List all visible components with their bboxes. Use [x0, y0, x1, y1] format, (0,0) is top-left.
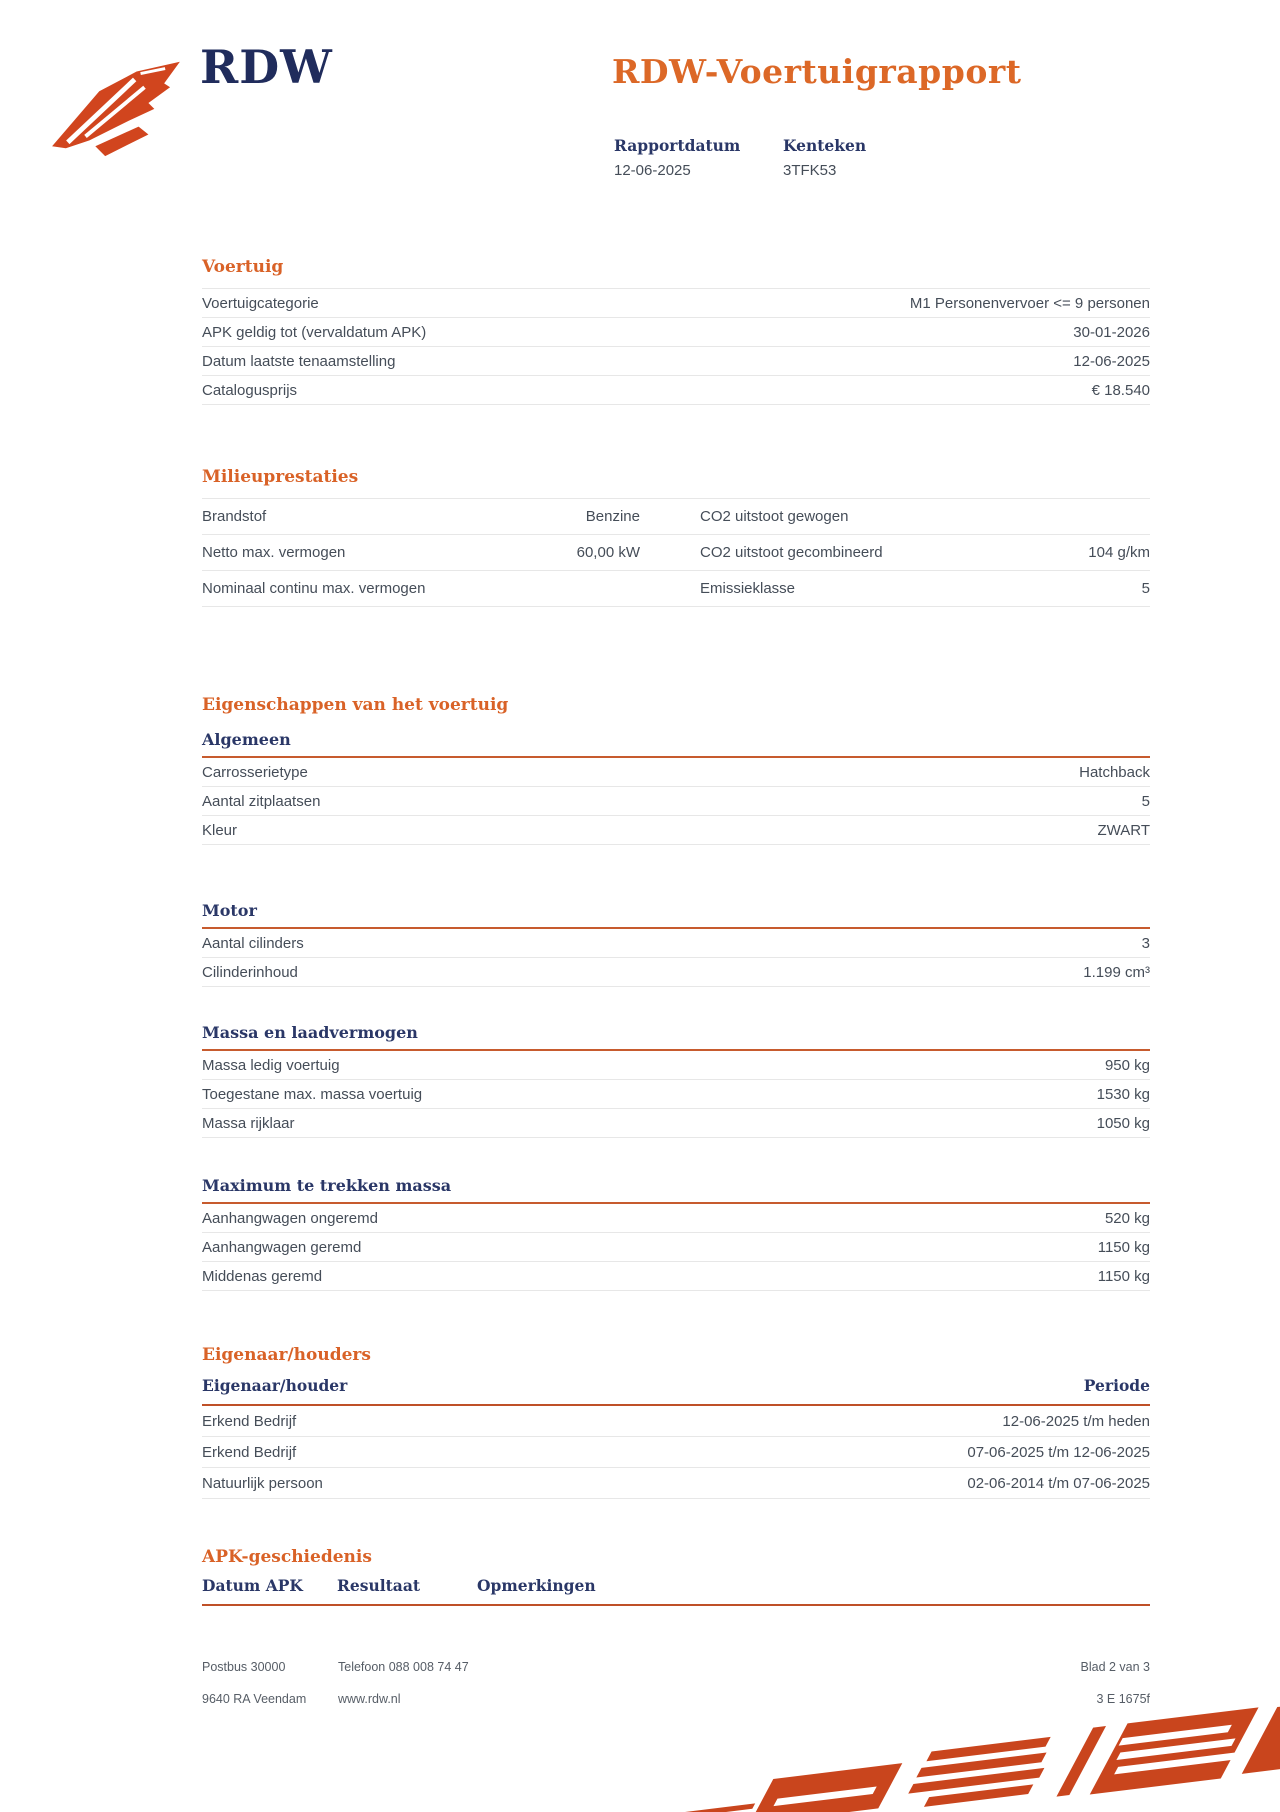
- owner-period: 12-06-2025 t/m heden: [1002, 1412, 1150, 1430]
- footer-doc-code: 3 E 1675f: [1096, 1692, 1150, 1706]
- row-label: Voertuigcategorie: [202, 294, 319, 312]
- table-row: [202, 375, 1150, 405]
- license-plate-block: [783, 136, 866, 179]
- column-header-period: Periode: [1083, 1376, 1150, 1395]
- row-label: Aantal cilinders: [202, 934, 304, 952]
- row-label: APK geldig tot (vervaldatum APK): [202, 323, 427, 341]
- row-label: Datum laatste tenaamstelling: [202, 352, 396, 370]
- row-label: Cilinderinhoud: [202, 963, 298, 981]
- row-label: Massa rijklaar: [202, 1114, 295, 1132]
- table-row: [202, 1079, 1150, 1108]
- milieu-table: [202, 498, 1150, 607]
- subsection-massa: [202, 1023, 1150, 1138]
- report-date-value: 12-06-2025: [614, 162, 691, 179]
- row-value: 5: [1141, 792, 1150, 810]
- table-row: [202, 929, 1150, 957]
- table-row: [202, 786, 1150, 815]
- table-row: [202, 498, 1150, 534]
- row-value: 5: [1141, 580, 1150, 597]
- rdw-logo-text: RDW: [200, 40, 333, 94]
- table-row: [202, 1232, 1150, 1261]
- row-label: Catalogusprijs: [202, 381, 298, 399]
- massa-table: [202, 1051, 1150, 1138]
- section-apk-geschiedenis: [202, 1546, 1150, 1606]
- row-value: 3: [1141, 934, 1150, 952]
- footer-line-2: [202, 1692, 1150, 1706]
- table-row: [202, 570, 1150, 607]
- section-title-voertuig: Voertuig: [202, 257, 284, 277]
- subsection-title: Motor: [202, 901, 1150, 929]
- subsection-title: Massa en laadvermogen: [202, 1023, 1150, 1051]
- row-value: Benzine: [585, 508, 640, 525]
- row-label: Aanhangwagen ongeremd: [202, 1209, 378, 1227]
- eigenaar-table: [202, 1406, 1150, 1499]
- row-label: Toegestane max. massa voertuig: [202, 1085, 423, 1103]
- section-title-eigenschappen: Eigenschappen van het voertuig: [202, 695, 509, 715]
- row-label: Kleur: [202, 821, 238, 839]
- table-row: [202, 957, 1150, 987]
- section-eigenschappen: [202, 694, 1150, 1291]
- table-row: [202, 1051, 1150, 1079]
- table-row: [202, 1204, 1150, 1232]
- footer-address-line2: 9640 RA Veendam: [202, 1692, 307, 1706]
- table-row: [202, 758, 1150, 786]
- section-title-milieuprestaties: Milieuprestaties: [202, 467, 359, 487]
- algemeen-table: [202, 758, 1150, 845]
- row-value: 60,00 kW: [576, 544, 640, 561]
- subsection-trekken-massa: [202, 1176, 1150, 1291]
- row-label: Aanhangwagen geremd: [202, 1238, 362, 1256]
- row-label: CO2 uitstoot gewogen: [700, 508, 849, 525]
- stripe: [633, 1803, 755, 1812]
- apk-table-header: [202, 1576, 1150, 1606]
- row-value: 1050 kg: [1096, 1114, 1150, 1132]
- column-header-datum-apk: Datum APK: [202, 1576, 303, 1595]
- row-value: 30-01-2026: [1073, 323, 1150, 341]
- report-date-label: Rapportdatum: [614, 136, 741, 155]
- row-value: 1150 kg: [1097, 1267, 1150, 1285]
- row-label: Netto max. vermogen: [202, 544, 346, 561]
- owner-name: Natuurlijk persoon: [202, 1474, 323, 1492]
- row-value: 1530 kg: [1096, 1085, 1150, 1103]
- row-value: Hatchback: [1079, 763, 1150, 781]
- row-value: 520 kg: [1104, 1209, 1150, 1227]
- row-label: Carrosserietype: [202, 763, 308, 781]
- subsection-title: Maximum te trekken massa: [202, 1176, 1150, 1204]
- page-footer: [202, 1652, 1150, 1706]
- row-value: ZWART: [1097, 821, 1150, 839]
- license-plate-label: Kenteken: [783, 136, 867, 155]
- section-title-eigenaar: Eigenaar/houders: [202, 1345, 371, 1365]
- column-header-opmerkingen: Opmerkingen: [477, 1576, 596, 1595]
- report-date-block: [614, 136, 783, 179]
- owner-name: Erkend Bedrijf: [202, 1443, 297, 1461]
- motor-table: [202, 929, 1150, 987]
- row-value: 1150 kg: [1097, 1238, 1150, 1256]
- row-label: Emissieklasse: [700, 580, 796, 597]
- row-label: Brandstof: [202, 508, 267, 525]
- eigenaar-table-header: [202, 1376, 1150, 1406]
- row-label: Nominaal continu max. vermogen: [202, 580, 426, 597]
- row-value: € 18.540: [1091, 381, 1150, 399]
- rdw-wing-icon: [46, 46, 184, 162]
- table-row: [202, 317, 1150, 346]
- stripe: [749, 1763, 902, 1812]
- page-title: RDW-Voertuigrapport: [612, 52, 1022, 91]
- voertuig-table: [202, 288, 1150, 405]
- section-milieuprestaties: [202, 466, 1150, 607]
- row-label: CO2 uitstoot gecombineerd: [700, 544, 883, 561]
- footer-line-1: [202, 1660, 1150, 1674]
- table-row: [202, 815, 1150, 845]
- section-title-apk: APK-geschiedenis: [202, 1547, 372, 1567]
- trekken-massa-table: [202, 1204, 1150, 1291]
- table-row: [202, 534, 1150, 570]
- table-row: [202, 346, 1150, 375]
- footer-page-number: Blad 2 van 3: [1080, 1660, 1150, 1674]
- row-label: Aantal zitplaatsen: [202, 792, 321, 810]
- table-row: [202, 1437, 1150, 1468]
- license-plate-value: 3TFK53: [783, 162, 837, 179]
- table-row: [202, 288, 1150, 317]
- table-row: [202, 1261, 1150, 1291]
- row-label: Middenas geremd: [202, 1267, 323, 1285]
- section-eigenaar: [202, 1344, 1150, 1499]
- owner-name: Erkend Bedrijf: [202, 1412, 297, 1430]
- row-value: 12-06-2025: [1073, 352, 1150, 370]
- column-header-resultaat: Resultaat: [337, 1576, 421, 1595]
- owner-period: 02-06-2014 t/m 07-06-2025: [967, 1474, 1150, 1492]
- owner-period: 07-06-2025 t/m 12-06-2025: [967, 1443, 1150, 1461]
- row-value: 950 kg: [1104, 1056, 1150, 1074]
- subsection-algemeen: [202, 730, 1150, 845]
- row-value: M1 Personenvervoer <= 9 personen: [909, 294, 1150, 312]
- subsection-title: Algemeen: [202, 730, 1150, 758]
- table-row: [202, 1108, 1150, 1138]
- speed-stripes-graphic: [629, 1694, 1280, 1812]
- footer-website: www.rdw.nl: [338, 1692, 401, 1706]
- row-value: 1.199 cm³: [1083, 963, 1150, 981]
- report-meta: [614, 136, 866, 179]
- table-row: [202, 1468, 1150, 1499]
- column-header-owner: Eigenaar/houder: [202, 1376, 348, 1395]
- row-value: 104 g/km: [1088, 544, 1150, 561]
- row-label: Massa ledig voertuig: [202, 1056, 340, 1074]
- section-voertuig: [202, 256, 1150, 405]
- subsection-motor: [202, 901, 1150, 987]
- footer-phone: Telefoon 088 008 74 47: [338, 1660, 469, 1674]
- footer-address-line1: Postbus 30000: [202, 1660, 286, 1674]
- table-row: [202, 1406, 1150, 1437]
